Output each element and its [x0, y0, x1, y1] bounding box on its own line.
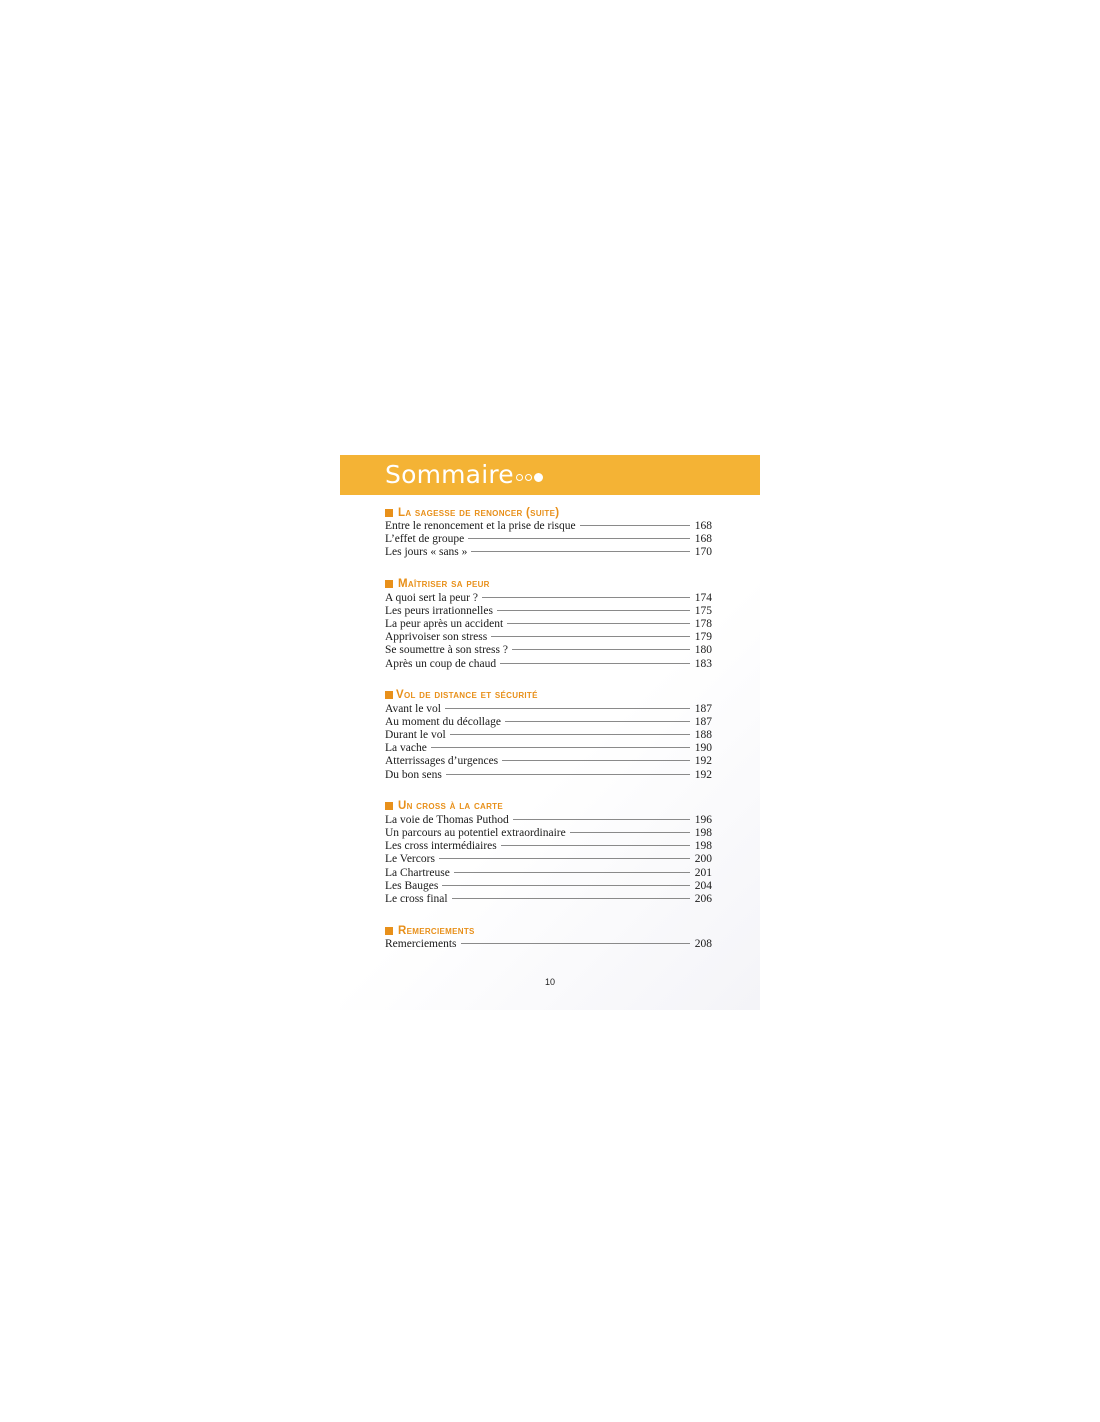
entry-page-number: 192: [694, 755, 712, 768]
toc-entry[interactable]: [385, 605, 712, 618]
dot-empty-icon: [525, 474, 532, 481]
section-heading: [385, 577, 712, 592]
leader-line: [471, 551, 690, 552]
entry-page-number: 187: [694, 702, 712, 715]
toc-entry[interactable]: [385, 592, 712, 605]
leader-line: [431, 747, 690, 748]
leader-line: [501, 845, 690, 846]
entry-label: Les jours « sans »: [385, 546, 468, 559]
toc-section: [385, 923, 712, 951]
entry-page-number: 190: [694, 742, 712, 755]
leader-line: [497, 610, 690, 611]
entry-page-number: 201: [694, 866, 712, 879]
section-heading: [385, 688, 712, 703]
leader-line: [461, 943, 690, 944]
leader-line: [502, 760, 690, 761]
toc-entry[interactable]: [385, 618, 712, 631]
entry-page-number: 170: [694, 546, 712, 559]
entry-page-number: 180: [694, 644, 712, 657]
book-page: [340, 455, 760, 1010]
toc-entry[interactable]: [385, 853, 712, 866]
entry-page-number: 196: [694, 813, 712, 826]
section-title: Maîtriser sa peur: [398, 578, 490, 591]
entry-page-number: 178: [694, 617, 712, 630]
toc-entry[interactable]: [385, 880, 712, 893]
toc-section: [385, 505, 712, 560]
toc-section: [385, 577, 712, 671]
table-of-contents: [385, 505, 712, 968]
leader-line: [513, 819, 690, 820]
dot-empty-icon: [516, 474, 523, 481]
leader-line: [446, 774, 690, 775]
toc-entry[interactable]: [385, 769, 712, 782]
leader-line: [442, 885, 690, 886]
square-bullet-icon: [385, 927, 393, 935]
entry-page-number: 188: [694, 729, 712, 742]
entry-label: Le Vercors: [385, 853, 435, 866]
section-heading: [385, 923, 712, 938]
entry-page-number: 187: [694, 715, 712, 728]
entry-label: Les Bauges: [385, 879, 439, 892]
header-band: [340, 455, 760, 495]
entry-page-number: 168: [694, 520, 712, 532]
entry-label: Entre le renoncement et la prise de risque: [385, 520, 576, 532]
entry-page-number: 183: [694, 657, 712, 670]
toc-section: [385, 799, 712, 906]
entry-page-number: 168: [694, 533, 712, 546]
leader-line: [570, 832, 690, 833]
toc-entry[interactable]: [385, 658, 712, 671]
entry-label: Les cross intermédiaires: [385, 840, 497, 853]
entry-page-number: 198: [694, 840, 712, 853]
entry-page-number: 206: [694, 892, 712, 905]
toc-entry[interactable]: [385, 631, 712, 644]
entry-label: Au moment du décollage: [385, 715, 501, 728]
leader-line: [450, 734, 690, 735]
leader-line: [445, 708, 690, 709]
toc-entry[interactable]: [385, 520, 712, 533]
leader-line: [468, 538, 690, 539]
entry-label: Avant le vol: [385, 702, 441, 715]
toc-entry[interactable]: [385, 546, 712, 559]
entry-label: La vache: [385, 742, 427, 755]
section-title: Un cross à la carte: [398, 800, 504, 813]
page-title: Sommaire: [385, 460, 514, 489]
toc-entry[interactable]: [385, 938, 712, 951]
entry-page-number: 192: [694, 768, 712, 781]
entry-label: Du bon sens: [385, 768, 442, 781]
leader-line: [505, 721, 690, 722]
entry-page-number: 179: [694, 631, 712, 644]
entry-label: La peur après un accident: [385, 617, 504, 630]
square-bullet-icon: [385, 580, 393, 588]
section-heading: [385, 799, 712, 814]
leader-line: [482, 597, 690, 598]
dot-filled-icon: [534, 473, 543, 482]
entry-label: Remerciements: [385, 938, 457, 951]
leader-line: [452, 898, 690, 899]
section-heading: [385, 505, 712, 520]
leader-line: [500, 663, 690, 664]
toc-entry[interactable]: [385, 742, 712, 755]
page-number: 10: [544, 977, 555, 987]
leader-line: [491, 636, 690, 637]
leader-line: [439, 858, 690, 859]
entry-label: Le cross final: [385, 892, 448, 905]
toc-entry[interactable]: [385, 840, 712, 853]
entry-label: Atterrissages d’urgences: [385, 755, 499, 768]
leader-line: [512, 649, 690, 650]
square-bullet-icon: [385, 509, 393, 517]
entry-label: Se soumettre à son stress ?: [385, 644, 508, 657]
entry-page-number: 204: [694, 879, 712, 892]
entry-label: L’effet de groupe: [385, 533, 465, 546]
entry-label: Après un coup de chaud: [385, 657, 497, 670]
toc-entry[interactable]: [385, 827, 712, 840]
section-title: Vol de distance et sécurité: [396, 689, 538, 702]
toc-entry[interactable]: [385, 533, 712, 546]
entry-label: Apprivoiser son stress: [385, 631, 488, 644]
toc-entry[interactable]: [385, 755, 712, 768]
entry-label: La Chartreuse: [385, 866, 450, 879]
entry-page-number: 200: [694, 853, 712, 866]
progress-dots: [516, 473, 543, 482]
toc-entry[interactable]: [385, 703, 712, 716]
toc-entry[interactable]: [385, 893, 712, 906]
toc-entry[interactable]: [385, 644, 712, 657]
leader-line: [507, 623, 690, 624]
leader-line: [580, 525, 690, 526]
section-title: La sagesse de renoncer (suite): [398, 506, 560, 519]
entry-page-number: 208: [694, 938, 712, 951]
toc-entry[interactable]: [385, 729, 712, 742]
toc-entry[interactable]: [385, 716, 712, 729]
entry-label: Un parcours au potentiel extraordinaire: [385, 827, 566, 839]
toc-section: [385, 688, 712, 782]
entry-page-number: 174: [694, 591, 712, 604]
square-bullet-icon: [385, 691, 393, 699]
entry-label: Durant le vol: [385, 729, 446, 742]
entry-label: Les peurs irrationnelles: [385, 604, 493, 617]
entry-label: La voie de Thomas Puthod: [385, 813, 509, 826]
section-title: Remerciements: [398, 924, 475, 937]
square-bullet-icon: [385, 802, 393, 810]
leader-line: [454, 872, 690, 873]
entry-page-number: 198: [694, 827, 712, 839]
toc-entry[interactable]: [385, 867, 712, 880]
entry-page-number: 175: [694, 604, 712, 617]
toc-entry[interactable]: [385, 814, 712, 827]
entry-label: A quoi sert la peur ?: [385, 591, 478, 604]
